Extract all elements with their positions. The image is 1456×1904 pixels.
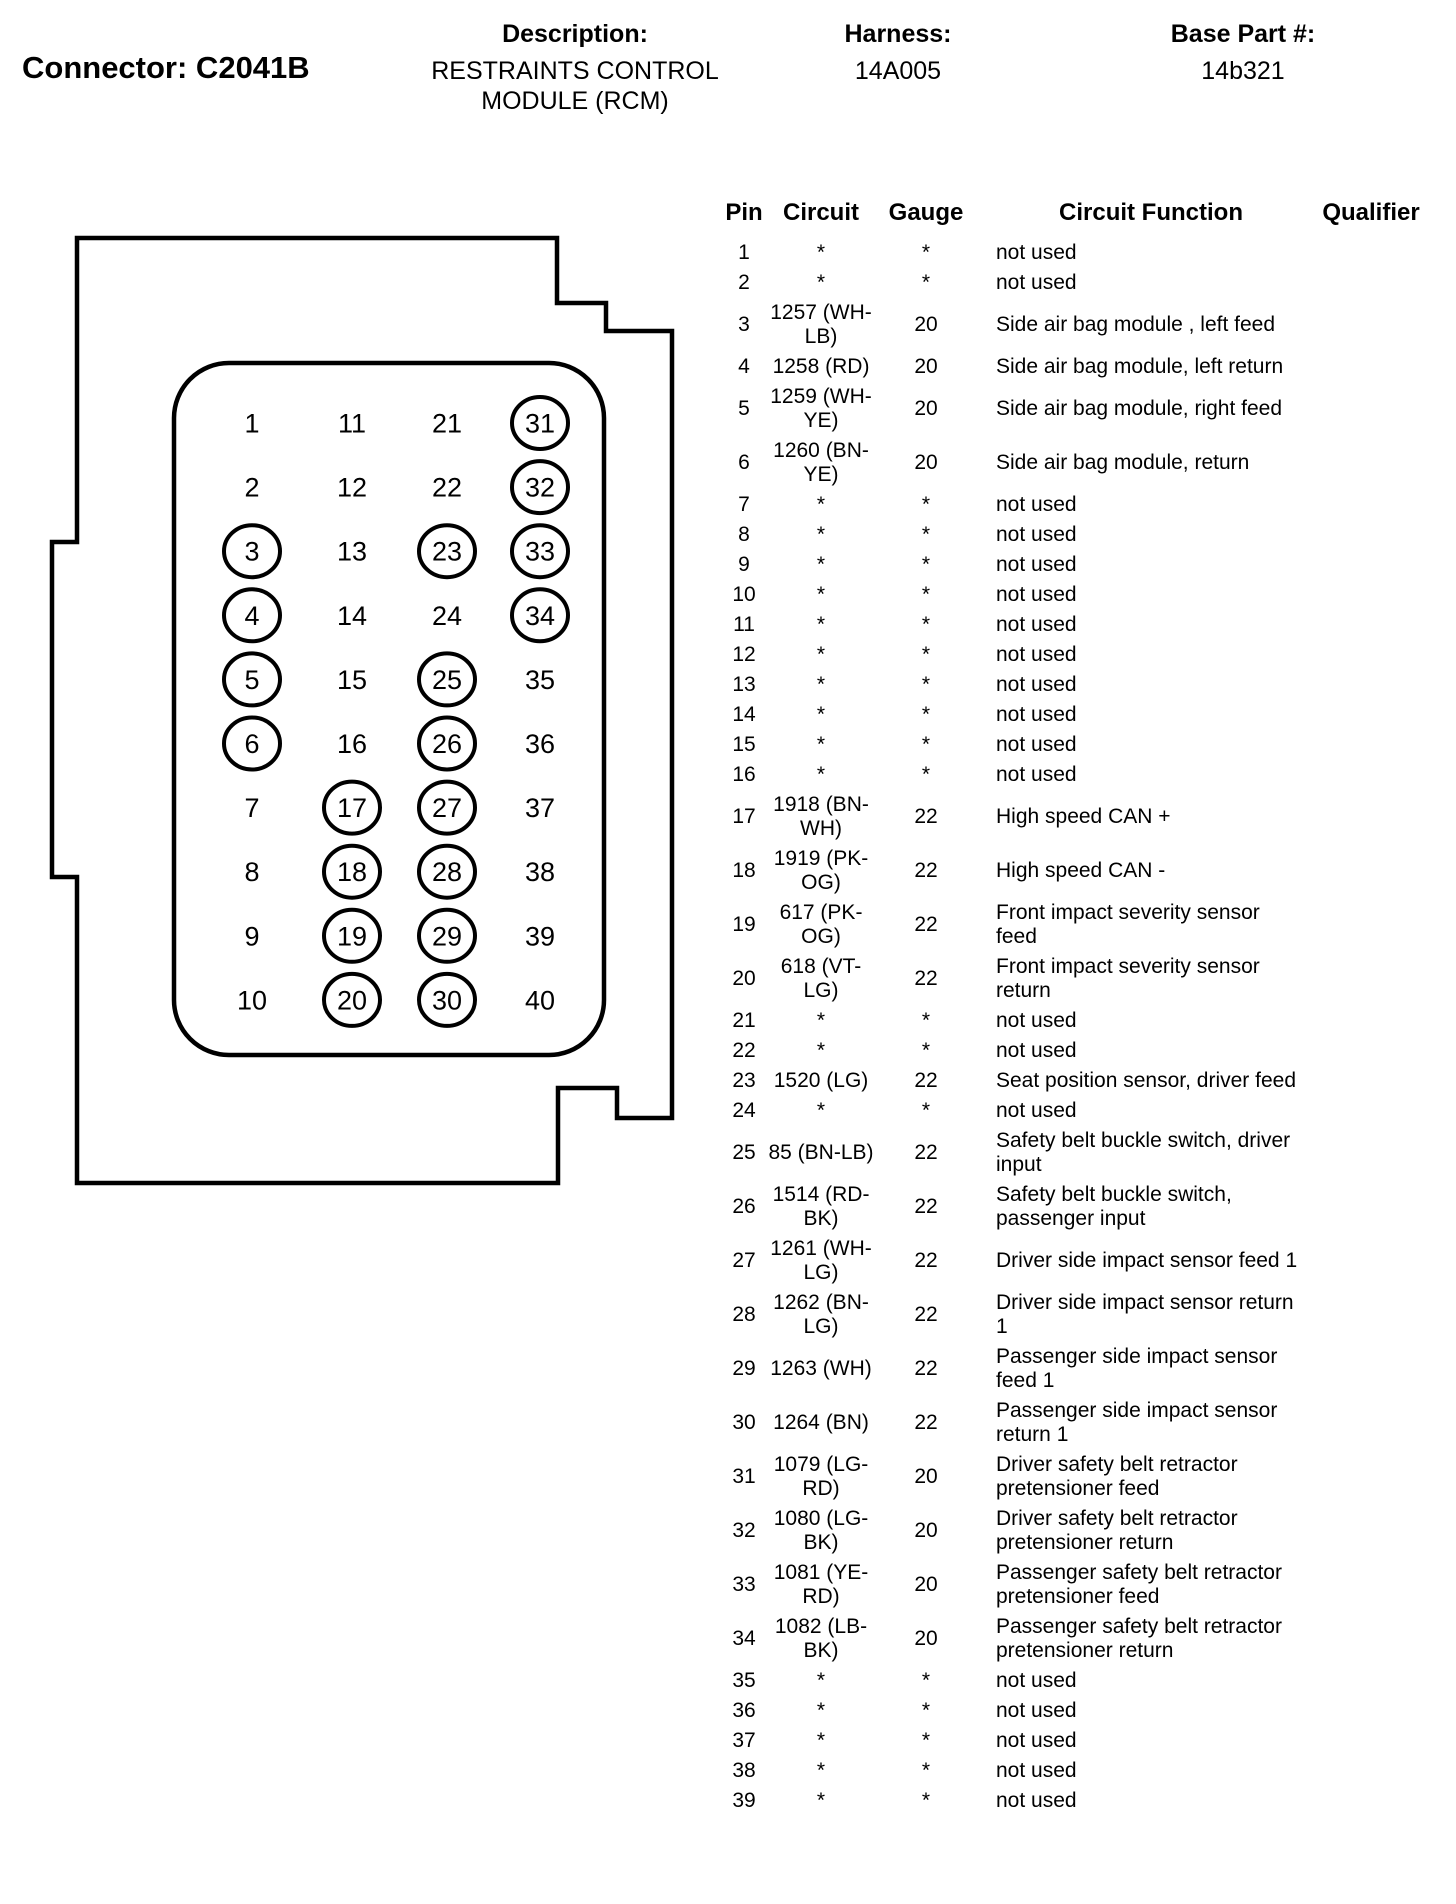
- circuit-function-cell: Seat position sensor, driver feed: [996, 1069, 1297, 1092]
- harness-column: [798, 20, 998, 86]
- circuit-function-cell: Passenger side impact sensor feed 1: [996, 1345, 1278, 1392]
- harness-value: 14A005: [854, 57, 942, 85]
- circuit-function-cell: not used: [996, 523, 1077, 546]
- qualifier-cell: [1306, 1312, 1436, 1318]
- pin-number: 10: [236, 985, 268, 1016]
- qualifier-cell: [1306, 406, 1436, 412]
- qualifier-cell: [1306, 1528, 1436, 1534]
- qualifier-cell: [1306, 1708, 1436, 1714]
- qualifier-cell: [1306, 532, 1436, 538]
- pin-cell: 8: [738, 523, 750, 546]
- gauge-cell: *: [921, 241, 931, 264]
- gauge-cell: 20: [914, 1465, 938, 1488]
- qualifier-cell: [1306, 1582, 1436, 1588]
- pin-cell: 18: [732, 859, 756, 882]
- circuit-cell: *: [816, 583, 826, 606]
- qualifier-cell: [1306, 1798, 1436, 1804]
- circuit-cell: *: [816, 733, 826, 756]
- circuit-function-cell: not used: [996, 1699, 1077, 1722]
- pin-cell: 20: [732, 967, 756, 990]
- gauge-cell: 22: [914, 1141, 938, 1164]
- gauge-cell: *: [921, 553, 931, 576]
- circuit-function-cell: Passenger safety belt retractor pretensioner return: [996, 1615, 1282, 1662]
- pin-cell: 25: [732, 1141, 756, 1164]
- circuit-cell: *: [816, 613, 826, 636]
- circuit-cell: *: [816, 1789, 826, 1812]
- pin-number: 9: [244, 921, 260, 952]
- gauge-cell: 20: [914, 451, 938, 474]
- circuit-cell: 1260 (BN-YE): [773, 439, 869, 486]
- qualifier-cell: [1306, 592, 1436, 598]
- pin-cell: 24: [732, 1099, 756, 1122]
- circuit-function-cell: not used: [996, 553, 1077, 576]
- pin-number: 37: [524, 793, 556, 824]
- description-label: Description:: [502, 20, 648, 48]
- pin-number: 20: [336, 985, 368, 1016]
- circuit-cell: *: [816, 1099, 826, 1122]
- pin-cell: 10: [732, 583, 756, 606]
- pin-cell: 16: [732, 763, 756, 786]
- qualifier-cell: [1306, 280, 1436, 286]
- circuit-function-cell: High speed CAN +: [996, 805, 1171, 828]
- qualifier-cell: [1306, 460, 1436, 466]
- circuit-function-cell: Side air bag module, return: [996, 451, 1250, 474]
- pin-number: 6: [244, 729, 260, 759]
- circuit-cell: 1258 (RD): [772, 355, 870, 378]
- circuit-function-cell: not used: [996, 1789, 1077, 1812]
- pin-cell: 33: [732, 1573, 756, 1596]
- circuit-function-cell: not used: [996, 241, 1077, 264]
- circuit-function-cell: not used: [996, 1039, 1077, 1062]
- gauge-cell: *: [921, 613, 931, 636]
- pin-number: 23: [431, 536, 463, 567]
- qualifier-cell: [1306, 1150, 1436, 1156]
- gauge-cell: 20: [914, 313, 938, 336]
- qualifier-cell: [1306, 502, 1436, 508]
- circuit-function-cell: Side air bag module, right feed: [996, 397, 1283, 420]
- pin-cell: 26: [732, 1195, 756, 1218]
- gauge-cell: *: [921, 1759, 931, 1782]
- harness-label: Harness:: [844, 20, 952, 48]
- circuit-function-cell: Driver safety belt retractor pretensioner return: [996, 1507, 1238, 1554]
- description-line1: RESTRAINTS CONTROL: [431, 57, 719, 85]
- circuit-cell: 1079 (LG-RD): [773, 1453, 869, 1500]
- pin-cell: 36: [732, 1699, 756, 1722]
- pin-cell: 21: [732, 1009, 756, 1032]
- pin-number: 1: [244, 408, 260, 439]
- circuit-cell: 1259 (WH-YE): [770, 385, 872, 432]
- qualifier-cell: [1306, 1420, 1436, 1426]
- circuit-cell: *: [816, 553, 826, 576]
- circuit-function-cell: High speed CAN -: [996, 859, 1166, 882]
- qualifier-cell: [1306, 922, 1436, 928]
- circuit-cell: 1919 (PK-OG): [773, 847, 869, 894]
- circuit-function-cell: not used: [996, 1759, 1077, 1782]
- gauge-cell: *: [921, 643, 931, 666]
- circuit-function-cell: not used: [996, 1009, 1077, 1032]
- qualifier-cell: [1306, 742, 1436, 748]
- pin-cell: 5: [738, 397, 750, 420]
- qualifier-header: Qualifier: [1322, 199, 1420, 226]
- pin-number: 5: [244, 664, 260, 695]
- pin-number: 36: [524, 729, 556, 759]
- pin-cell: 4: [738, 355, 750, 378]
- circuit-function-cell: not used: [996, 1669, 1077, 1692]
- circuit-cell: 1918 (BN-WH): [773, 793, 869, 840]
- pin-cell: 9: [738, 553, 750, 576]
- gauge-cell: *: [921, 1729, 931, 1752]
- circuit-function-cell: not used: [996, 643, 1077, 666]
- pin-number: 24: [431, 600, 463, 631]
- circuit-function-cell: not used: [996, 271, 1077, 294]
- gauge-cell: *: [921, 763, 931, 786]
- circuit-cell: 1520 (LG): [773, 1069, 869, 1092]
- pin-number: 33: [524, 536, 556, 567]
- circuit-cell: *: [816, 523, 826, 546]
- gauge-cell: 22: [914, 913, 938, 936]
- base-part-column: [1128, 20, 1358, 86]
- pin-number: 30: [431, 985, 463, 1016]
- pin-cell: 3: [738, 313, 750, 336]
- qualifier-cell: [1306, 1048, 1436, 1054]
- gauge-cell: *: [921, 703, 931, 726]
- pin-number: 31: [524, 408, 556, 439]
- circuit-function-cell: Driver side impact sensor feed 1: [996, 1249, 1298, 1272]
- qualifier-cell: [1306, 1474, 1436, 1480]
- circuit-function-cell: Front impact severity sensor return: [996, 955, 1260, 1002]
- pin-number: 15: [336, 664, 368, 695]
- circuit-cell: *: [816, 1759, 826, 1782]
- circuit-cell: *: [816, 241, 826, 264]
- gauge-cell: *: [921, 1789, 931, 1812]
- pin-cell: 38: [732, 1759, 756, 1782]
- circuit-function-cell: Safety belt buckle switch, passenger input: [996, 1183, 1232, 1230]
- qualifier-cell: [1306, 868, 1436, 874]
- gauge-cell: *: [921, 1009, 931, 1032]
- pin-cell: 28: [732, 1303, 756, 1326]
- circuit-function-cell: not used: [996, 763, 1077, 786]
- qualifier-cell: [1306, 1018, 1436, 1024]
- gauge-cell: 20: [914, 1573, 938, 1596]
- pin-number: 17: [336, 793, 368, 824]
- qualifier-cell: [1306, 1636, 1436, 1642]
- circuit-cell: *: [816, 493, 826, 516]
- circuit-function-cell: Driver safety belt retractor pretensioner feed: [996, 1453, 1238, 1500]
- pin-cell: 14: [732, 703, 756, 726]
- qualifier-cell: [1306, 976, 1436, 982]
- pin-number: 12: [336, 472, 368, 503]
- gauge-cell: 22: [914, 1195, 938, 1218]
- circuit-cell: 1263 (WH): [770, 1357, 872, 1380]
- circuit-function-header: Circuit Function: [1059, 199, 1243, 226]
- pin-number: 38: [524, 857, 556, 888]
- circuit-cell: 1514 (RD-BK): [772, 1183, 870, 1230]
- pin-number: 16: [336, 729, 368, 759]
- circuit-function-cell: Passenger safety belt retractor pretensioner feed: [996, 1561, 1282, 1608]
- pin-cell: 17: [732, 805, 756, 828]
- qualifier-cell: [1306, 1678, 1436, 1684]
- pin-cell: 37: [732, 1729, 756, 1752]
- circuit-function-cell: Safety belt buckle switch, driver input: [996, 1129, 1291, 1176]
- pin-number: 8: [244, 857, 260, 888]
- pin-number: 13: [336, 536, 368, 567]
- qualifier-cell: [1306, 1366, 1436, 1372]
- circuit-cell: *: [816, 271, 826, 294]
- pin-cell: 29: [732, 1357, 756, 1380]
- gauge-cell: 22: [914, 1249, 938, 1272]
- pin-cell: 12: [732, 643, 756, 666]
- circuit-function-cell: Side air bag module, left return: [996, 355, 1284, 378]
- circuit-cell: *: [816, 1009, 826, 1032]
- qualifier-cell: [1306, 772, 1436, 778]
- pin-header: Pin: [725, 199, 763, 226]
- circuit-function-cell: not used: [996, 613, 1077, 636]
- gauge-cell: *: [921, 583, 931, 606]
- circuit-cell: 1080 (LG-BK): [773, 1507, 869, 1554]
- pin-number: 3: [244, 536, 260, 567]
- pin-number: 27: [431, 793, 463, 824]
- pin-cell: 15: [732, 733, 756, 756]
- pin-number: 19: [336, 921, 368, 952]
- pin-cell: 22: [732, 1039, 756, 1062]
- gauge-cell: *: [921, 1039, 931, 1062]
- pin-cell: 13: [732, 673, 756, 696]
- circuit-cell: 1262 (BN-LG): [773, 1291, 869, 1338]
- gauge-header: Gauge: [888, 199, 964, 226]
- pin-number: 11: [337, 408, 367, 439]
- circuit-cell: *: [816, 1699, 826, 1722]
- qualifier-cell: [1306, 712, 1436, 718]
- pin-cell: 39: [732, 1789, 756, 1812]
- pin-cell: 35: [732, 1669, 756, 1692]
- pin-cell: 27: [732, 1249, 756, 1272]
- pin-number: 40: [524, 985, 556, 1016]
- gauge-cell: 22: [914, 1357, 938, 1380]
- circuit-function-cell: not used: [996, 1729, 1077, 1752]
- gauge-cell: 20: [914, 355, 938, 378]
- pin-cell: 7: [738, 493, 750, 516]
- circuit-cell: 618 (VT-LG): [780, 955, 862, 1002]
- pin-number: 2: [244, 472, 260, 503]
- pin-number: 26: [431, 729, 463, 759]
- pin-cell: 23: [732, 1069, 756, 1092]
- qualifier-cell: [1306, 1078, 1436, 1084]
- circuit-cell: *: [816, 643, 826, 666]
- pin-cell: 19: [732, 913, 756, 936]
- circuit-cell: 1081 (YE-RD): [773, 1561, 869, 1608]
- circuit-cell: *: [816, 1729, 826, 1752]
- pin-cell: 1: [738, 241, 750, 264]
- qualifier-cell: [1306, 364, 1436, 370]
- circuit-function-cell: Driver side impact sensor return 1: [996, 1291, 1294, 1338]
- qualifier-cell: [1306, 1204, 1436, 1210]
- pin-number: 4: [244, 600, 260, 631]
- gauge-cell: *: [921, 493, 931, 516]
- circuit-cell: *: [816, 763, 826, 786]
- circuit-function-cell: Side air bag module , left feed: [996, 313, 1276, 336]
- circuit-cell: 85 (BN-LB): [768, 1141, 874, 1164]
- circuit-cell: *: [816, 1039, 826, 1062]
- qualifier-cell: [1306, 682, 1436, 688]
- circuit-function-cell: not used: [996, 493, 1077, 516]
- gauge-cell: 22: [914, 805, 938, 828]
- pin-cell: 32: [732, 1519, 756, 1542]
- description-line2: MODULE (RCM): [481, 87, 669, 115]
- pin-number: 21: [431, 408, 463, 439]
- connector-title: Connector: C2041B: [22, 50, 310, 85]
- pin-number: 32: [524, 472, 556, 503]
- gauge-cell: *: [921, 1699, 931, 1722]
- circuit-cell: 1264 (BN): [773, 1411, 869, 1434]
- pin-grid: [224, 397, 568, 1026]
- pin-number: 22: [431, 472, 463, 503]
- gauge-cell: 20: [914, 1627, 938, 1650]
- circuit-cell: *: [816, 673, 826, 696]
- circuit-cell: *: [816, 703, 826, 726]
- gauge-cell: 20: [914, 397, 938, 420]
- circuit-cell: *: [816, 1669, 826, 1692]
- pin-cell: 11: [733, 613, 755, 636]
- qualifier-cell: [1306, 622, 1436, 628]
- qualifier-cell: [1306, 250, 1436, 256]
- pin-cell: 34: [732, 1627, 756, 1650]
- gauge-cell: 22: [914, 859, 938, 882]
- pin-cell: 6: [738, 451, 750, 474]
- connector-diagram: [0, 0, 720, 1250]
- qualifier-cell: [1306, 1738, 1436, 1744]
- base-part-value: 14b321: [1201, 57, 1285, 85]
- connector-outline: [52, 238, 672, 1183]
- gauge-cell: *: [921, 673, 931, 696]
- gauge-cell: 22: [914, 1069, 938, 1092]
- gauge-cell: *: [921, 733, 931, 756]
- circuit-cell: 617 (PK-OG): [779, 901, 863, 948]
- qualifier-cell: [1306, 322, 1436, 328]
- pin-number: 7: [244, 793, 260, 824]
- pin-number: 14: [336, 600, 368, 631]
- circuit-function-cell: not used: [996, 703, 1077, 726]
- pin-number: 25: [431, 664, 463, 695]
- gauge-cell: 22: [914, 1411, 938, 1434]
- qualifier-cell: [1306, 1768, 1436, 1774]
- gauge-cell: *: [921, 1099, 931, 1122]
- qualifier-cell: [1306, 562, 1436, 568]
- pin-cell: 30: [732, 1411, 756, 1434]
- circuit-cell: 1082 (LB-BK): [774, 1615, 868, 1662]
- pin-number: 35: [524, 664, 556, 695]
- gauge-cell: 20: [914, 1519, 938, 1542]
- circuit-function-cell: not used: [996, 1099, 1077, 1122]
- qualifier-cell: [1306, 1258, 1436, 1264]
- pin-cell: 31: [732, 1465, 756, 1488]
- pin-number: 39: [524, 921, 556, 952]
- gauge-cell: 22: [914, 1303, 938, 1326]
- base-part-label: Base Part #:: [1170, 20, 1316, 48]
- circuit-function-cell: not used: [996, 583, 1077, 606]
- pin-number: 34: [524, 600, 556, 631]
- circuit-function-cell: Passenger side impact sensor return 1: [996, 1399, 1278, 1446]
- circuit-cell: 1257 (WH-LB): [770, 301, 872, 348]
- pin-number: 18: [336, 857, 368, 888]
- circuit-cell: 1261 (WH-LG): [770, 1237, 872, 1284]
- pin-number: 28: [431, 857, 463, 888]
- gauge-cell: *: [921, 523, 931, 546]
- pin-cell: 2: [738, 271, 750, 294]
- qualifier-cell: [1306, 652, 1436, 658]
- circuit-function-cell: Front impact severity sensor feed: [996, 901, 1260, 948]
- circuit-function-cell: not used: [996, 673, 1077, 696]
- pin-number: 29: [431, 921, 463, 952]
- circuit-header: Circuit: [782, 199, 859, 226]
- circuit-function-cell: not used: [996, 733, 1077, 756]
- gauge-cell: *: [921, 1669, 931, 1692]
- gauge-cell: *: [921, 271, 931, 294]
- qualifier-cell: [1306, 1108, 1436, 1114]
- pinout-table: [722, 200, 1436, 1816]
- qualifier-cell: [1306, 814, 1436, 820]
- gauge-cell: 22: [914, 967, 938, 990]
